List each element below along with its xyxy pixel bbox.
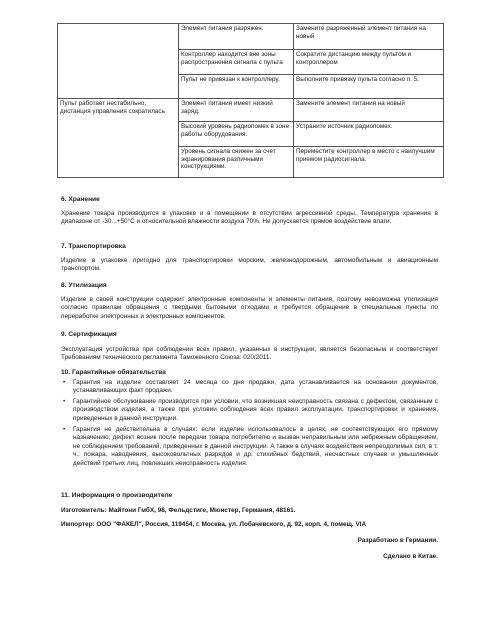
developed-line: Разработано в Германии. (357, 537, 438, 544)
table-row (58, 24, 444, 50)
section-9-text: Эксплуатация устройства при соблюдении всех правил, указанных в инструкции, является безопасным и соответствует Требованиям технического регламента Таможенного Союза: 020/2011. (61, 346, 438, 362)
section-6-text: Хранение товара производится в упаковке и в помещении в отсутствии агрессивной среды. Температура хранения в диапазоне от -30...+50°С и относительной влажности воздуха 70%. Не допускается прямое воздействие влаги. (61, 210, 438, 226)
importer-line: Импортер: ООО "ФАКЕЛ", Россия, 119454, г. Москва, ул. Лобачевского, д. 92, корп. 4, помещ. VIA (61, 521, 367, 528)
section-11-heading: 11. Информация о производителе (61, 492, 173, 499)
section-10-heading: 10. Гарантийные обязательства (61, 369, 166, 376)
table-cell: Контроллер находится вне зоны распространения сигнала с пульта (179, 50, 294, 75)
table-cell: Выполните привязку пульта согласно п. 5. (294, 75, 444, 99)
section-8-text: Изделие в своей конструкции содержит электронные компоненты и элементы питания, поэтому невозможна утилизация согласно правилам обращения с твердыми бытовыми отходами и требуется обращение в специальные пункты по переработке электронных и электронных компонентов. (61, 296, 438, 320)
warranty-item (61, 379, 438, 396)
made-line: Сделано в Китае. (383, 553, 438, 560)
section-9-heading: 9. Сертификация (61, 331, 117, 338)
bullet-icon: • (63, 379, 66, 386)
table-cell: Пульт не привязан к контроллеру. (179, 75, 294, 99)
warranty-item (61, 398, 438, 423)
table-cell: Элемент питания разряжен. (179, 24, 294, 50)
table-cell: Замените разряженный элемент питания на новый (294, 24, 444, 50)
table-row (58, 99, 444, 122)
troubleshooting-table (57, 23, 444, 178)
table-cell (58, 24, 179, 99)
warranty-item-text: Гарантийное обслуживание производится при условии, что возникшая неисправность связана с дефектом, связанным с производством изделия, а также при условии соблюдения всех правил эксплуатации, транспортировки и хранения, приведенных в данной инструкции. (73, 398, 438, 422)
table-cell: Замените элемент питания на новый (294, 99, 444, 122)
table-cell: Высокий уровень радиопомех в зоне работы оборудования. (179, 122, 294, 147)
warranty-item-text: Гарантия не действительна в случаях: если изделие использовалось в целях, не соответствующих его прямому назначению; дефект возник после передачи товара потребителю и вызван неправильным или небрежным обращением, не соблюдением требований, приведенных в данной инструкции. А также в случаях воздействия непреодолимых сил, в т. ч.: пожара, наводнения, высоковольтных разрядов и др. стихийных бедствий, несчастных случаев и умышленных действий третьих лиц, повлекших неисправность изделия. (73, 426, 438, 467)
section-8-heading: 8. Утилизация (61, 282, 107, 289)
warranty-item (61, 426, 438, 468)
table-cell: Пульт работает нестабильно, дистанция управления сократилась (58, 99, 179, 178)
table-cell: Сократите дистанцию между пультом и контроллером (294, 50, 444, 75)
warranty-item-text: Гарантия на изделие составляет 24 месяца со дня продажи, дата устанавливается на основании документов, устанавливающих факт продажи. (73, 379, 438, 395)
section-6-heading: 6. Хранение (61, 196, 100, 203)
table-cell: Уровень сигнала снижен за счет экранирования различными конструкциями. (179, 147, 294, 178)
table-cell: Элемент питания имеет низкий заряд. (179, 99, 294, 122)
bullet-icon: • (63, 426, 66, 433)
manufacturer-line: Изготовитель: Майтони ГмбХ, 98, Фельдстиге, Мюнстер, Германия, 48161. (61, 507, 296, 514)
table-cell: Устраните источник радиопомех. (294, 122, 444, 147)
bullet-icon: • (63, 398, 66, 405)
section-7-heading: 7. Транспортировка (61, 243, 126, 250)
section-7-text: Изделие в упаковке пригодно для транспортировки морским, железнодорожным, автомобильным и авиационным транспортом. (61, 257, 438, 273)
table-cell: Переместите контроллер в место с наилучшим приемом радиосигнала. (294, 147, 444, 178)
